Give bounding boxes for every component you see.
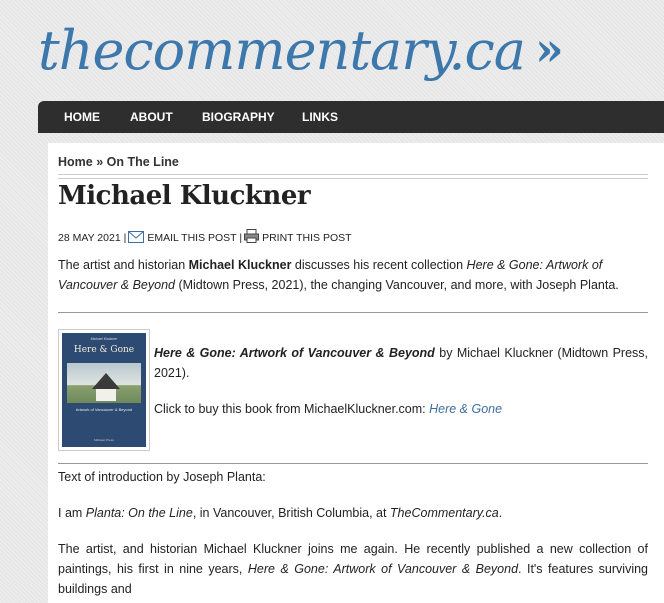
p1-text: I am [58,506,86,520]
site-logo[interactable] [38,14,563,84]
post-title[interactable]: Michael Kluckner [58,181,311,211]
p2-book-title: Here & Gone: Artwork of Vancouver & Beyond [247,562,519,576]
post-intro [58,255,648,295]
buy-link[interactable]: Here & Gone [429,402,503,416]
divider [58,312,648,313]
book-title: Here & Gone: Artwork of Vancouver & Beyond [154,346,435,360]
intro-name: Michael Kluckner [188,258,292,272]
post-date: 28 MAY 2021 [58,232,121,244]
paragraph-1 [58,503,648,523]
book-caption [154,343,648,383]
email-post-link[interactable]: EMAIL THIS POST [147,232,237,244]
envelope-icon[interactable] [128,231,144,246]
intro-book-title: Here & Gone: Artwork of Vancouver & Beyond [58,258,603,292]
p2-text: The artist, and historian Michael Kluckner joins me again. He recently published a new collection of paintings, his first in nine years, [58,542,648,576]
breadcrumb-home[interactable]: Home [58,155,93,169]
paragraph-2 [58,539,648,599]
print-post-link[interactable]: PRINT THIS POST [262,232,352,244]
book-cover-frame[interactable] [58,329,150,451]
p2-text: . It's features surviving buildings and [58,562,648,596]
cover-publisher: Midtown Press [94,438,114,442]
p1-text: , in Vancouver, British Columbia, at [192,506,390,520]
book-cover-image [62,333,146,447]
logo-text: thecommentary.ca [38,19,525,82]
nav-biography[interactable]: BIOGRAPHY [202,110,275,124]
meta-separator: | [239,232,243,244]
intro-heading: Text of introduction by Joseph Planta: [58,470,266,484]
breadcrumb [58,155,179,169]
logo-chevron-icon: » [534,22,563,76]
divider [58,463,648,464]
intro-text: (Midtown Press, 2021), the changing Vancouver, and more, with Joseph Planta. [174,278,619,292]
nav-home[interactable]: HOME [64,110,100,124]
book-buy [154,399,648,419]
cover-house-roof [92,373,120,389]
breadcrumb-separator: » [96,155,104,169]
cover-subtitle: Artwork of Vancouver & Beyond [75,407,133,412]
p1-site-name: TheCommentary.ca [389,506,499,520]
intro-text: discusses his recent collection [291,258,467,272]
main-nav [38,101,664,133]
nav-links[interactable]: LINKS [302,110,338,124]
cover-author: Michael Kluckner [90,337,118,341]
cover-title: Here & Gone [73,345,135,355]
p1-text: . [498,506,503,520]
cover-house-wall [96,389,116,401]
content-area [48,143,664,603]
p1-show-name: Planta: On the Line [85,506,193,520]
printer-icon[interactable] [244,229,259,246]
nav-about[interactable]: ABOUT [130,110,173,124]
buy-text: Click to buy this book from MichaelKluckner.com: [154,402,430,416]
post-meta [58,229,352,246]
meta-separator: | [123,232,127,244]
book-byline: by Michael Kluckner (Midtown Press, 2021). [154,346,648,380]
breadcrumb-current[interactable]: On The Line [106,155,179,169]
intro-text: The artist and historian [58,258,189,272]
breadcrumb-divider [58,174,648,179]
